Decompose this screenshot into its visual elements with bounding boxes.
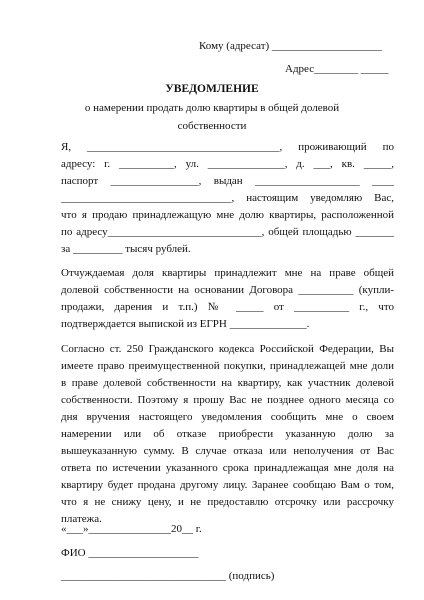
subtitle-line-1: о намерении продать долю квартиры в общей долевой bbox=[84, 102, 340, 114]
paragraph1-line: паспорт ________________, выдан ___________________ ____ bbox=[61, 175, 394, 187]
paragraph3-line: в праве долевой собственности на квартиру, как участник долевой bbox=[61, 377, 394, 389]
subtitle-line-2: собственности bbox=[177, 120, 247, 132]
paragraph3-line: имеете право преимущественной покупки, принадлежащей мне доли bbox=[61, 360, 394, 372]
paragraph3-line: ответа по истечении указанного срока принадлежащая мне доля на bbox=[61, 462, 394, 474]
paragraph2-line: подтверждается выпиской из ЕГРН ______________. bbox=[61, 318, 310, 330]
paragraph3-line: дня вручения настоящего уведомления сообщить мне о своем bbox=[61, 411, 394, 423]
paragraph3-line: вышеуказанную сумму. В случае отказа или неполучения от Вас bbox=[61, 445, 394, 457]
paragraph1-line: _______________________________, настоящим уведомляю Вас, bbox=[61, 192, 394, 204]
paragraph3-line: что я не снижу цену, и не предоставлю отсрочку или рассрочку bbox=[61, 496, 394, 508]
paragraph1-line: по адресу____________________________, общей площадью _______ bbox=[61, 226, 394, 238]
paragraph3-line: собственности. Поэтому я прошу Вас не позднее одного месяца со bbox=[61, 394, 394, 406]
paragraph1-line: адресу: г. __________, ул. ______________, д. ___, кв. _____, bbox=[61, 158, 394, 170]
paragraph2-line: Отчуждаемая доля квартиры принадлежит мне на праве общей bbox=[61, 267, 394, 279]
date-line: «___»_______________20__ г. bbox=[61, 523, 202, 535]
paragraph1-line: Я, ___________________________________, проживающий по bbox=[61, 141, 394, 153]
paragraph3-line: квартиру будет продана другому лицу. Заранее сообщаю Вам о том, bbox=[61, 479, 394, 491]
fio-line: ФИО ____________________ bbox=[61, 547, 199, 559]
paragraph3-line: намерении или об отказе приобрести указанную долю за bbox=[61, 428, 394, 440]
recipient-line: Кому (адресат) ____________________ bbox=[199, 40, 382, 52]
paragraph3-line: Согласно ст. 250 Гражданского кодекса Российской Федерации, Вы bbox=[61, 343, 394, 355]
paragraph2-line: продажи, дарения и т.п.) № _____ от __________ г., что bbox=[61, 301, 394, 313]
document-title: УВЕДОМЛЕНИЕ bbox=[165, 83, 259, 95]
paragraph3-line: платежа. bbox=[61, 513, 102, 525]
paragraph2-line: долевой собственности на основании Договора __________ (купли- bbox=[61, 284, 394, 296]
paragraph1-line: за _________ тысяч рублей. bbox=[61, 243, 191, 255]
address-line: Адрес________ _____ bbox=[285, 63, 389, 75]
signature-line: ______________________________ (подпись) bbox=[61, 570, 275, 582]
paragraph1-line: что я продаю принадлежащую мне долю квартиры, расположенной bbox=[61, 209, 394, 221]
